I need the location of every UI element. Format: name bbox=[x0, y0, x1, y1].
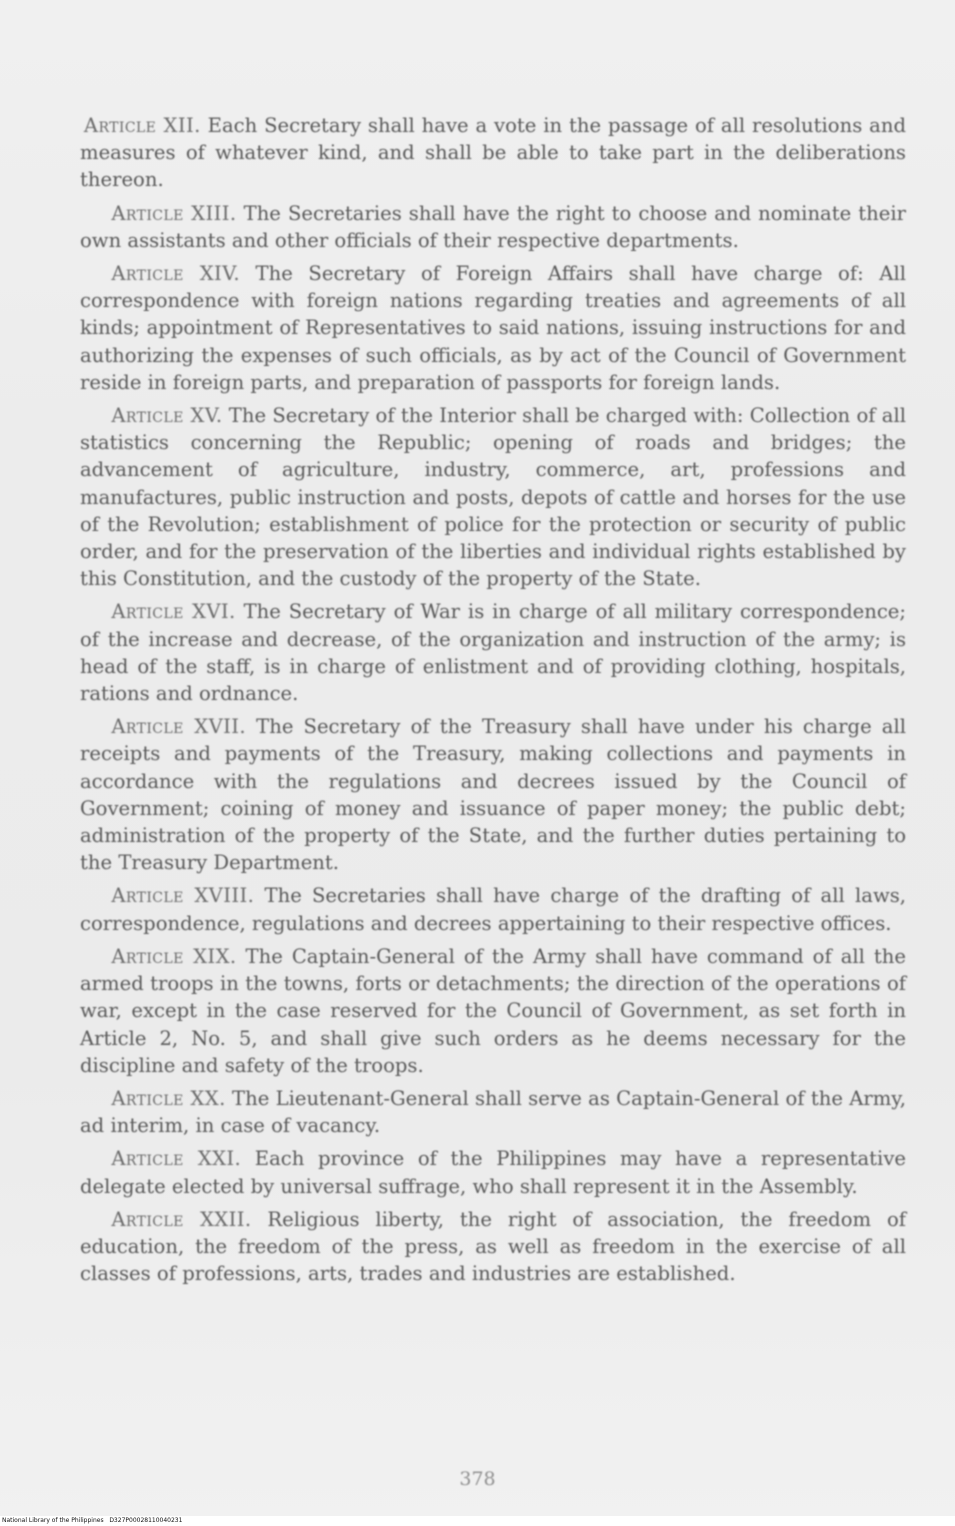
article-label: Article XIII. bbox=[111, 201, 237, 225]
scan-footer-label bbox=[2, 1517, 182, 1525]
article-text: The Captain-General of the Army shall have command of all the armed troops in the towns, forts or detachments; the direction of the operations of war, except in the case reserved for the Council of Government, as set forth in Article 2, No. 5, and shall give such orders as he deems necessary for the discipline and safety of the troops. bbox=[80, 944, 907, 1077]
article-label: Article XIX. bbox=[111, 944, 237, 968]
article-text: The Secretaries shall have the right to choose and nominate their own assistants and other officials of their respective departments. bbox=[80, 201, 906, 252]
article-text: The Lieutenant-General shall serve as Captain-General of the Army, ad interim, in case of vacancy. bbox=[80, 1086, 906, 1138]
article-text: The Secretaries shall have charge of the drafting of all laws, correspondence, regulations and decrees appertaining to their respective offices. bbox=[80, 884, 906, 935]
article-label: Article XVII. bbox=[111, 715, 247, 739]
article-21 bbox=[80, 1145, 906, 1199]
article-label: Article XX. bbox=[111, 1086, 226, 1110]
article-text: The Secretary of the Treasury shall have under his charge all receipts and payments of the Treasury, making collections and payments in accordance with the regulations and decrees issued by the Council of Government; coining of money and issuance of paper money; the public debt; administration of the property of the State, and the further duties pertaining to the Treasury Department. bbox=[80, 715, 907, 875]
article-label: Article XIV. bbox=[111, 262, 240, 286]
article-text: Each province of the Philippines may have a representative delegate elected by universal suffrage, who shall represent it in the Assembly. bbox=[80, 1147, 906, 1198]
article-12 bbox=[80, 112, 906, 194]
article-label: Article XVI. bbox=[111, 600, 236, 624]
article-17 bbox=[80, 713, 906, 876]
page-number: 378 bbox=[459, 1468, 496, 1490]
article-18 bbox=[80, 882, 906, 936]
article-19 bbox=[80, 943, 906, 1079]
article-22 bbox=[80, 1206, 906, 1288]
article-label: Article XXI. bbox=[111, 1147, 242, 1171]
article-text: The Secretary of Foreign Affairs shall have charge of: All correspondence with foreign nations regarding treaties and agreements of all kinds; appointment of Representatives to said nations, issuing instructions for and authorizing the expenses of such officials, as by act of the Council of Government reside in foreign parts, and preparation of passports for foreign lands. bbox=[80, 262, 906, 394]
article-20 bbox=[80, 1085, 906, 1139]
article-label: Article XV. bbox=[111, 404, 223, 428]
article-text: Religious liberty, the right of association, the freedom of education, the freedom of the press, as well as freedom in the exercise of all classes of professions, arts, trades and industries are established. bbox=[80, 1207, 906, 1286]
article-text: The Secretary of the Interior shall be charged with: Collection of all statistics concerning the Republic; opening of roads and bridges; the advancement of agriculture, industry, commerce, art, professions and manufactures, public instruction and posts, depots of cattle and horses for the use of the Revolution; establishment of police for the protection or security of public order, and for the preservation of the liberties and individual rights established by this Constitution, and the custody of the property of the State. bbox=[80, 404, 906, 591]
article-label: Article XII. bbox=[83, 114, 201, 137]
article-text: Each Secretary shall have a vote in the passage of all resolutions and measures of whatever kind, and shall be able to take part in the deliberations thereon. bbox=[80, 114, 906, 192]
article-text: The Secretary of War is in charge of all military correspondence; of the increase and decrease, of the organization and instruction of the army; is head of the staff, is in charge of enlistment and of providing clothing, hospitals, rations and ordnance. bbox=[80, 600, 906, 706]
article-label: Article XVIII. bbox=[111, 884, 255, 908]
footer-item-id: D327P00028110040231 bbox=[109, 1517, 183, 1524]
article-label: Article XXII. bbox=[111, 1207, 252, 1231]
article-15 bbox=[80, 402, 906, 592]
footer-credit: National Library of the Philippines bbox=[2, 1517, 104, 1524]
article-13 bbox=[80, 200, 906, 254]
article-14 bbox=[80, 260, 906, 396]
document-body bbox=[80, 112, 906, 1293]
article-16 bbox=[80, 598, 906, 707]
